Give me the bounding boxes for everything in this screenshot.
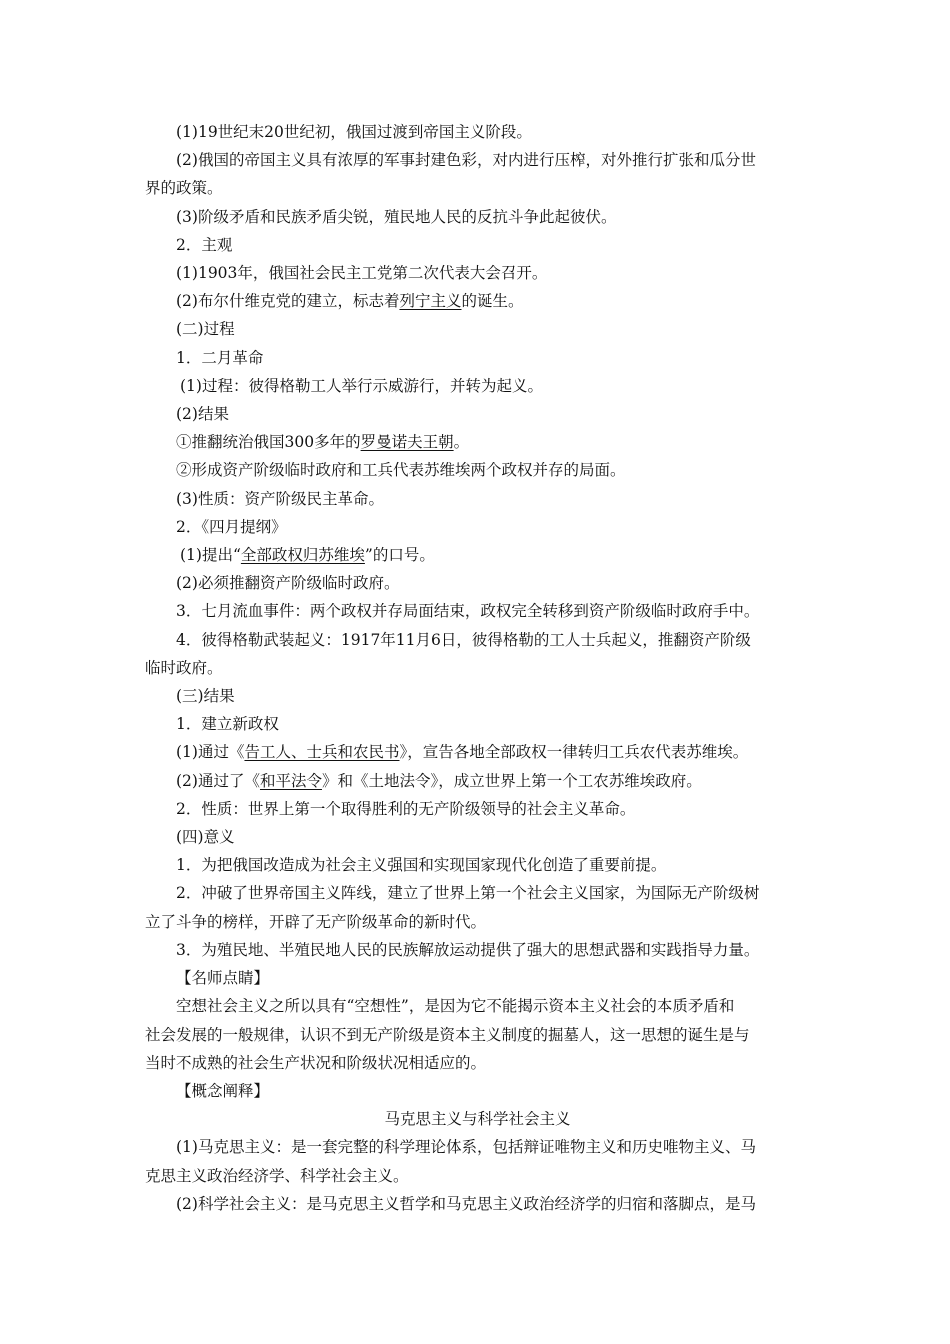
text-line <box>145 428 810 456</box>
text-line: (2)结果 <box>176 405 229 424</box>
section-heading: (二)过程 <box>176 320 235 339</box>
text-line: (2)必须推翻资产阶级临时政府。 <box>176 574 400 593</box>
text-line: 4．彼得格勒武装起义：1917年11月6日，彼得格勒的工人士兵起义，推翻资产阶级 <box>176 630 751 649</box>
text-segment: (1)通过《 <box>176 743 245 762</box>
section-heading: 1．建立新政权 <box>176 715 279 734</box>
text-segment: 的诞生。 <box>461 292 524 311</box>
underlined-term: 全部政权归苏维埃 <box>240 546 365 565</box>
text-line <box>145 767 810 795</box>
section-heading: 【概念阐释】 <box>176 1081 270 1100</box>
text-line: 立了斗争的榜样，开辟了无产阶级革命的新时代。 <box>145 912 487 931</box>
text-line: 界的政策。 <box>145 179 223 198</box>
text-segment: 》和《土地法令》，成立世界上第一个工农苏维埃政府。 <box>321 771 702 790</box>
text-line <box>145 738 810 766</box>
underlined-term: 和平法令 <box>259 771 322 790</box>
text-line: (3)阶级矛盾和民族矛盾尖锐，殖民地人民的反抗斗争此起彼伏。 <box>176 207 617 226</box>
section-heading: 【名师点睛】 <box>176 969 270 988</box>
text-segment: ”的口号。 <box>364 546 435 565</box>
text-line: (1)1903年，俄国社会民主工党第二次代表大会召开。 <box>176 264 548 283</box>
text-line <box>145 287 810 315</box>
text-line: (1)19世纪末20世纪初，俄国过渡到帝国主义阶段。 <box>176 123 532 141</box>
text-line: 克思主义政治经济学、科学社会主义。 <box>145 1166 409 1185</box>
section-heading: 1．二月革命 <box>176 348 264 367</box>
text-segment: 》，宣告各地全部政权一律转归工兵农代表苏维埃。 <box>399 743 749 762</box>
section-heading: 2．主观 <box>176 235 233 254</box>
text-line <box>145 541 810 569</box>
text-line: 当时不成熟的社会生产状况和阶级状况相适应的。 <box>145 1053 487 1072</box>
text-segment: 。 <box>453 433 470 452</box>
text-segment: (2)通过了《 <box>176 771 260 790</box>
document-body <box>145 118 810 1218</box>
text-line: 1．为把俄国改造成为社会主义强国和实现国家现代化创造了重要前提。 <box>176 856 667 875</box>
text-segment: (2)布尔什维克党的建立，标志着 <box>176 292 400 311</box>
text-segment: ①推翻统治俄国300多年的 <box>176 433 361 452</box>
text-line: 3．七月流血事件：两个政权并存局面结束，政权完全转移到资产阶级临时政府手中。 <box>176 602 760 621</box>
text-line: (3)性质：资产阶级民主革命。 <box>176 489 384 508</box>
text-line: (2)科学社会主义：是马克思主义哲学和马克思主义政治经济学的归宿和落脚点，是马 <box>176 1194 756 1213</box>
text-line: 3．为殖民地、半殖民地人民的民族解放运动提供了强大的思想武器和实践指导力量。 <box>176 940 760 959</box>
text-line: ②形成资产阶级临时政府和工兵代表苏维埃两个政权并存的局面。 <box>176 461 626 480</box>
text-line: (1)过程：彼得格勒工人举行示威游行，并转为起义。 <box>180 376 543 395</box>
underlined-term: 告工人、士兵和农民书 <box>244 743 400 762</box>
underlined-term: 列宁主义 <box>399 292 462 311</box>
text-line: 临时政府。 <box>145 658 223 677</box>
text-line: 2．性质：世界上第一个取得胜利的无产阶级领导的社会主义革命。 <box>176 799 636 818</box>
text-line: 社会发展的一般规律，认识不到无产阶级是资本主义制度的掘墓人，这一思想的诞生是与 <box>145 1025 750 1044</box>
subsection-title: 马克思主义与科学社会主义 <box>384 1110 571 1129</box>
text-segment: (1)提出“ <box>180 546 241 565</box>
section-heading: (四)意义 <box>176 828 235 847</box>
text-line: (1)马克思主义：是一套完整的科学理论体系，包括辩证唯物主义和历史唯物主义、马 <box>176 1138 756 1157</box>
text-line: (2)俄国的帝国主义具有浓厚的军事封建色彩，对内进行压榨，对外推行扩张和瓜分世 <box>176 151 756 170</box>
text-line: 空想社会主义之所以具有“空想性”，是因为它不能揭示资本主义社会的本质矛盾和 <box>176 997 735 1016</box>
text-line: 2．冲破了世界帝国主义阵线，建立了世界上第一个社会主义国家，为国际无产阶级树 <box>176 884 760 903</box>
underlined-term: 罗曼诺夫王朝 <box>360 433 454 452</box>
section-heading: (三)结果 <box>176 687 235 706</box>
section-heading: 2．《四月提纲》 <box>176 517 287 536</box>
